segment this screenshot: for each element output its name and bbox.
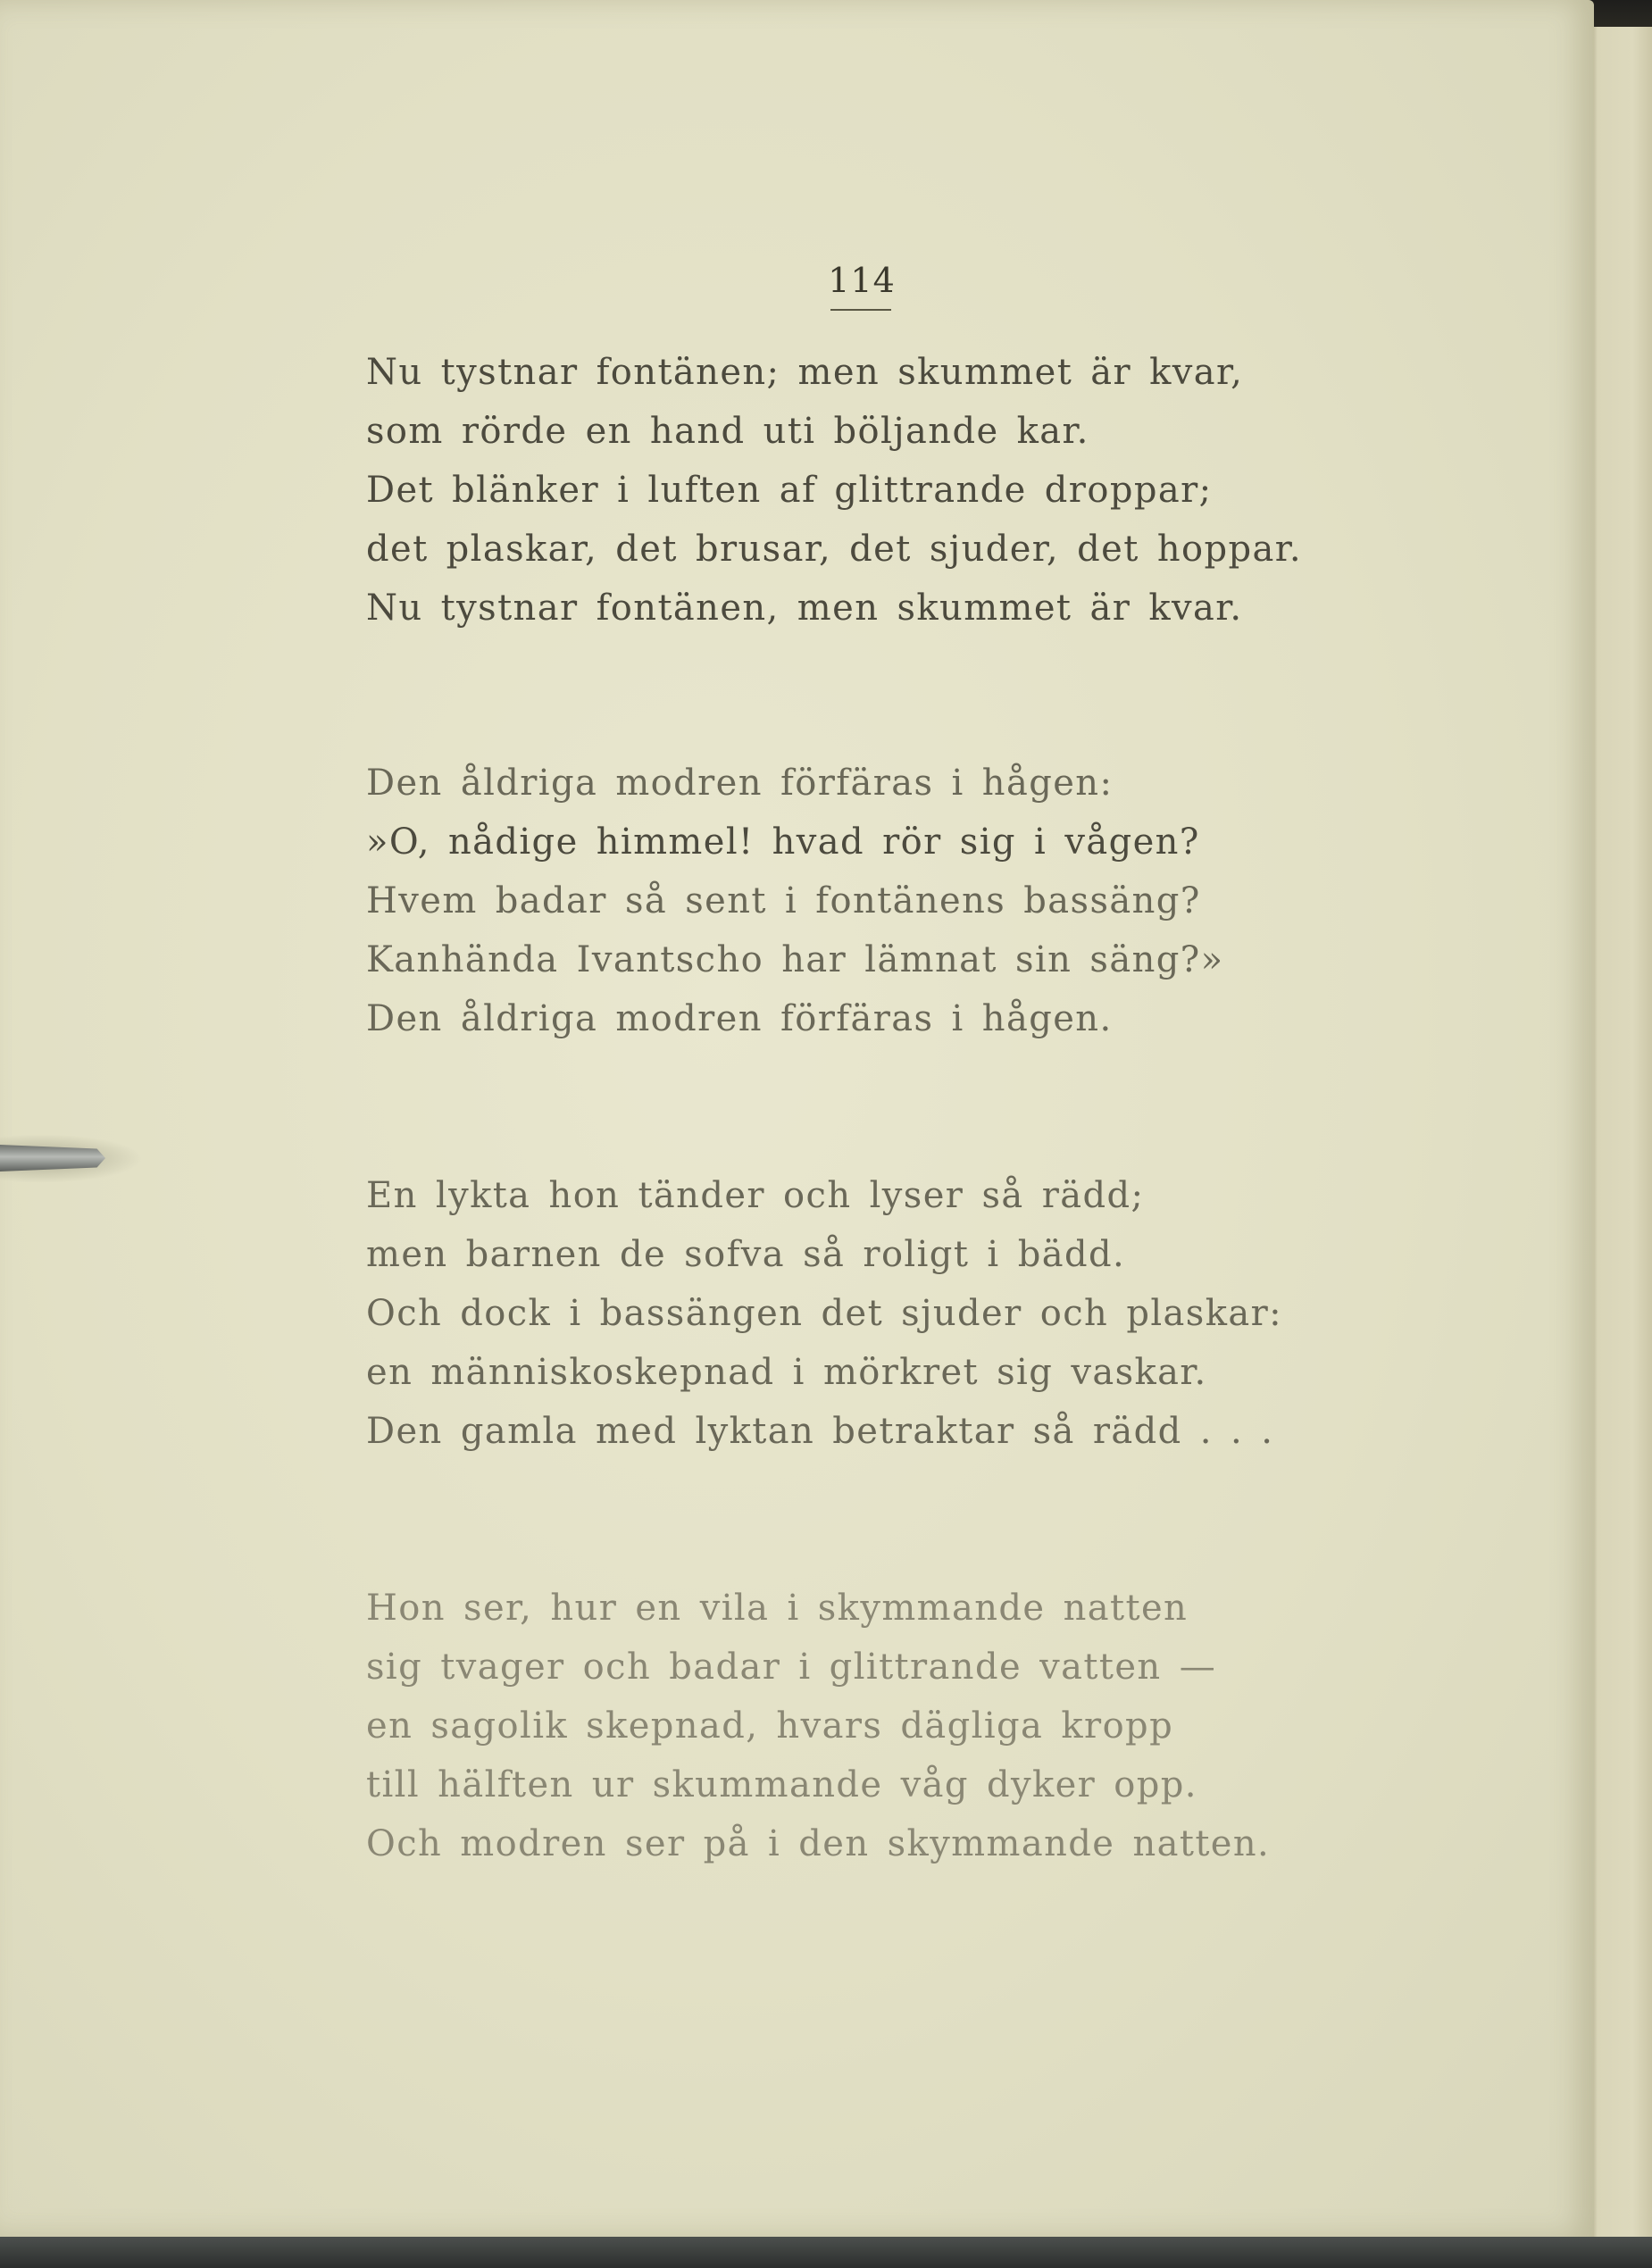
- poem-line: Hon ser, hur en vila i skymmande natten: [366, 1588, 1189, 1629]
- stanza-4: [366, 1579, 1366, 1873]
- stanza-1: [366, 343, 1366, 638]
- poem-line: som rörde en hand uti böljande kar.: [366, 411, 1089, 452]
- poem-line: Den åldriga modren förfäras i hågen.: [366, 998, 1113, 1039]
- poem-line: Den gamla med lyktan betraktar så rädd . . .: [366, 1411, 1274, 1452]
- stanza-2: [366, 754, 1366, 1048]
- poem-line: men barnen de sofva så roligt i bädd.: [366, 1234, 1126, 1275]
- poem-line: Nu tystnar fontänen, men skummet är kvar.: [366, 588, 1243, 629]
- poem-line: Kanhända Ivantscho har lämnat sin säng?»: [366, 939, 1224, 980]
- poem-line: Hvem badar så sent i fontänens bassäng?: [366, 880, 1201, 921]
- poem-line: en människoskepnad i mörkret sig vaskar.: [366, 1352, 1207, 1393]
- poem-line: Den åldriga modren förfäras i hågen:: [366, 763, 1114, 804]
- poem-line: det plaskar, det brusar, det sjuder, det hoppar.: [366, 529, 1302, 570]
- poem-line: till hälften ur skummande våg dyker opp.: [366, 1764, 1197, 1805]
- poem-line: En lykta hon tänder och lyser så rädd;: [366, 1175, 1145, 1216]
- page-number: 114: [828, 261, 896, 300]
- page-number-rule: [830, 309, 891, 311]
- poem-line: Och dock i bassängen det sjuder och plaskar:: [366, 1293, 1282, 1334]
- bookmark-tab: [0, 1145, 105, 1172]
- poem-line: en sagolik skepnad, hvars dägliga kropp: [366, 1705, 1174, 1747]
- poem-line: sig tvager och badar i glittrande vatten —: [366, 1647, 1217, 1688]
- stanza-3: [366, 1166, 1366, 1461]
- poem-line: Och modren ser på i den skymmande natten.: [366, 1823, 1271, 1864]
- poem-line: »O, nådige himmel! hvad rör sig i vågen?: [366, 821, 1200, 863]
- poem-line: Det blänker i luften af glittrande droppar;: [366, 470, 1213, 511]
- poem-line: Nu tystnar fontänen; men skummet är kvar,: [366, 352, 1244, 393]
